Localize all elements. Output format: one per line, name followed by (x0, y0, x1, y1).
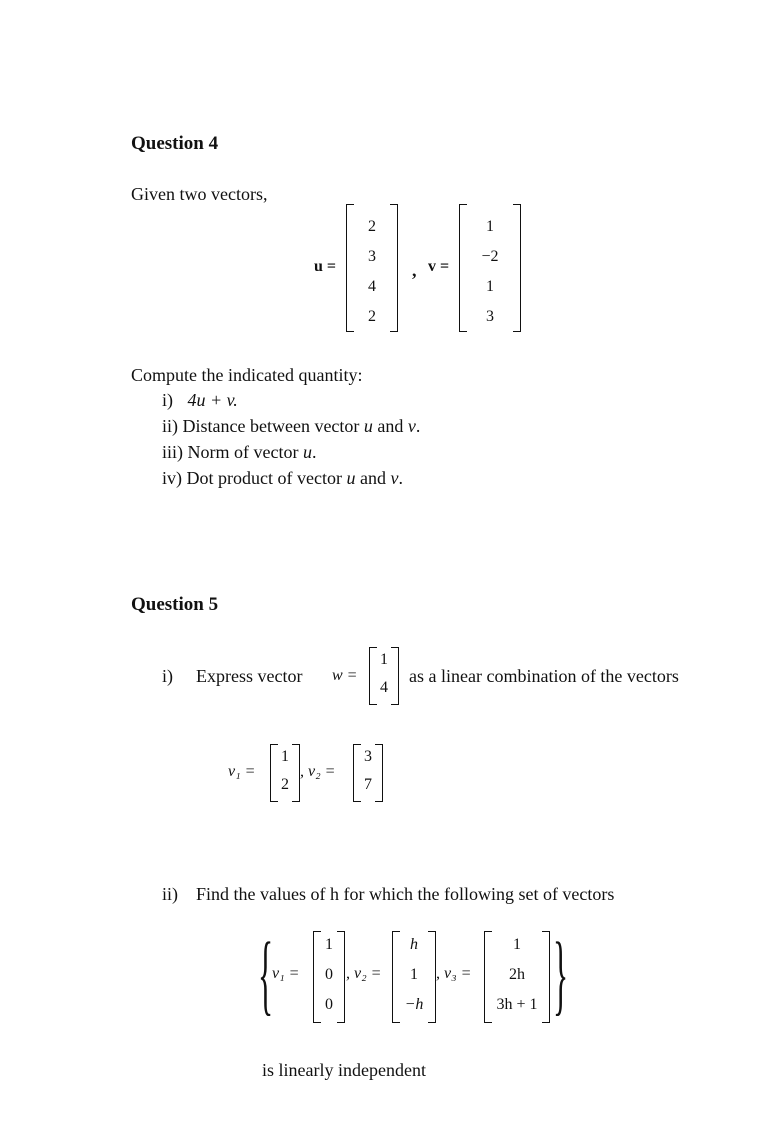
v2-label: , v₂ = (300, 763, 336, 780)
item-number: iii) (162, 442, 183, 462)
item-text-end: . (398, 468, 403, 488)
item-number: i) (162, 390, 173, 410)
set-v1-label: v₁ = (272, 965, 300, 982)
u-entry: 2 (368, 308, 376, 325)
q5-part1-number: i) (162, 666, 173, 686)
vector-v (459, 204, 521, 332)
question-5-title: Question 5 (131, 594, 219, 615)
q5-part1-after: as a linear combination of the vectors (409, 666, 679, 686)
item-text: Dot product of vector (186, 468, 347, 488)
set-v3-entry: 2h (509, 966, 525, 983)
q5-part2-number: ii) (162, 884, 178, 904)
vector-u (346, 204, 398, 332)
q4-intro: Given two vectors, (131, 184, 268, 204)
q4-item-4 (162, 468, 403, 489)
set-v2-entry: 1 (410, 966, 418, 983)
set-v2-entry: h (410, 936, 418, 953)
q5-conclusion: is linearly independent (262, 1060, 426, 1080)
item-text-mid: and (355, 468, 391, 488)
set-close-brace: } (553, 925, 569, 1024)
set-v2-label: , v₂ = (346, 965, 382, 982)
w-entry: 1 (380, 651, 388, 668)
item-text: Distance between vector (182, 416, 364, 436)
v-entry: 1 (486, 278, 494, 295)
item-number: iv) (162, 468, 182, 488)
item-var-u: u (363, 416, 373, 436)
vector-v2 (353, 744, 383, 802)
q4-item-2 (162, 416, 420, 437)
v-entry: −2 (481, 248, 499, 265)
set-v1-entry: 1 (325, 936, 333, 953)
item-text-mid: and (372, 416, 408, 436)
u-label: u = (314, 258, 337, 275)
w-entry: 4 (380, 679, 388, 696)
u-entry: 3 (368, 248, 376, 265)
set-vector-v1 (313, 931, 345, 1023)
v2-entry: 7 (364, 776, 372, 793)
u-entry: 2 (368, 218, 376, 235)
item-var-v: v (407, 416, 416, 436)
item-var-u: u (302, 442, 312, 462)
item-text-end: . (311, 442, 317, 462)
v-entry: 1 (486, 218, 494, 235)
v1-entry: 1 (281, 748, 289, 765)
question-4-title: Question 4 (131, 133, 219, 154)
v2-entry: 3 (364, 748, 372, 765)
item-expression: 4u + v. (187, 390, 238, 410)
item-text: Norm of vector (187, 442, 303, 462)
q4-prompt: Compute the indicated quantity: (131, 365, 363, 385)
v-entry: 3 (486, 308, 494, 325)
vector-separator: , (412, 260, 417, 280)
v1-entry: 2 (281, 776, 289, 793)
q5-part1-text: Express vector (196, 666, 303, 686)
u-entry: 4 (368, 278, 376, 295)
set-v2-entry: −h (404, 996, 424, 1013)
q5-part2-text: Find the values of h for which the following set of vectors (196, 884, 615, 904)
w-label: w = (332, 667, 358, 684)
set-v1-entry: 0 (325, 966, 333, 983)
q4-item-3 (162, 442, 316, 463)
q4-item-1 (162, 390, 238, 411)
set-open-brace: { (258, 925, 274, 1024)
item-number: ii) (162, 416, 178, 436)
set-vector-v3 (484, 931, 550, 1023)
item-text-end: . (415, 416, 421, 436)
set-v1-entry: 0 (325, 996, 333, 1013)
v-label: v = (428, 258, 450, 275)
set-v3-label: , v₃ = (436, 965, 472, 982)
item-var-v: v (390, 468, 399, 488)
set-v3-entry: 3h + 1 (496, 996, 538, 1013)
vector-w (369, 647, 399, 705)
item-var-u: u (346, 468, 356, 488)
v1-label: v₁ = (228, 763, 256, 780)
set-v3-entry: 1 (513, 936, 521, 953)
set-vector-v2 (392, 931, 436, 1023)
vector-v1 (270, 744, 300, 802)
